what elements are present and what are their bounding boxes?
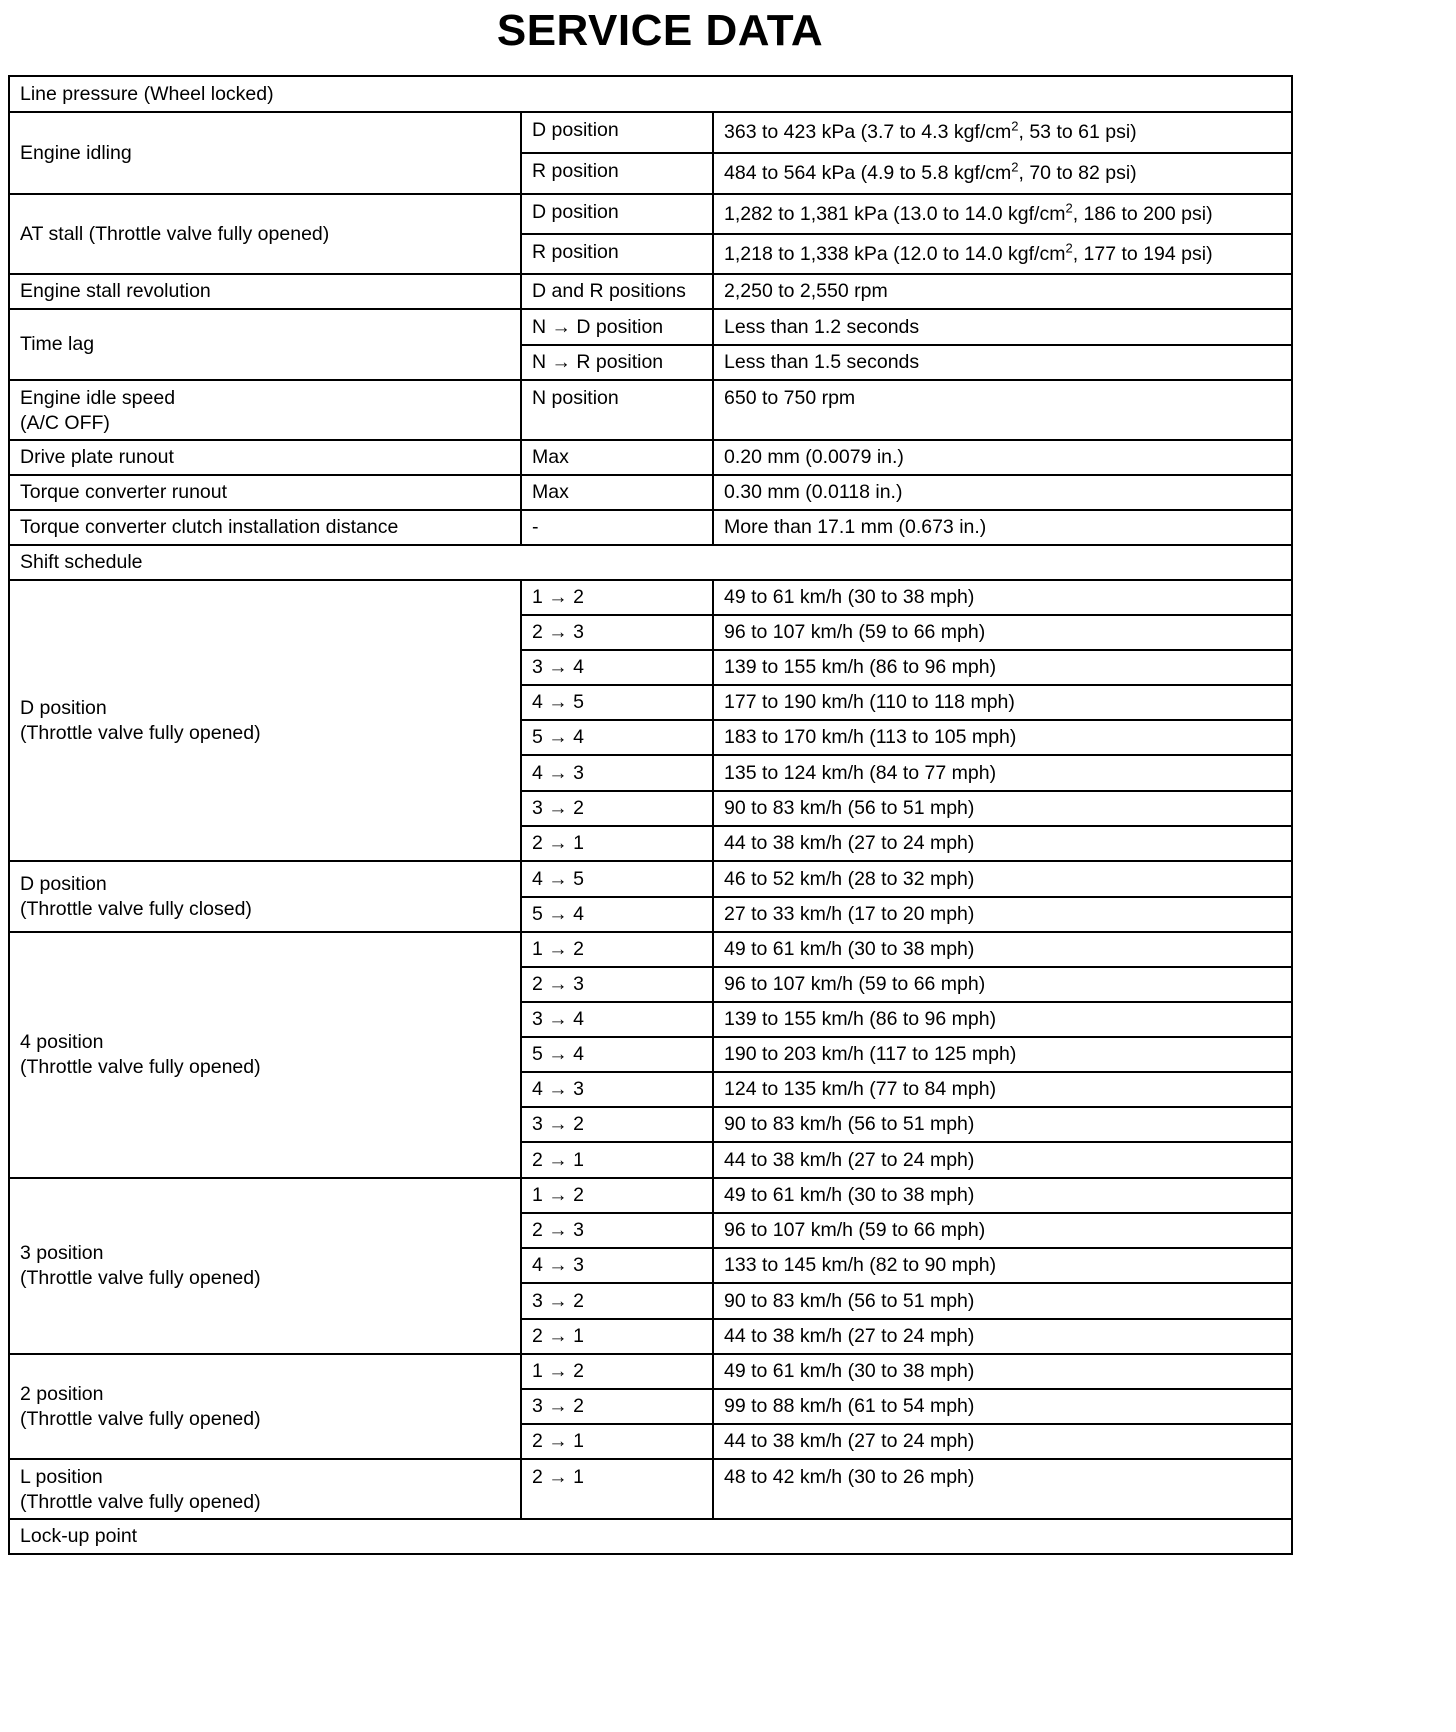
value-cell: 124 to 135 km/h (77 to 84 mph) [713,1072,1292,1107]
shift-cell: 5 → 4 [521,720,713,755]
position-cell: Max [521,475,713,510]
shift-cell: 1 → 2 [521,932,713,967]
table-row [9,1519,1292,1554]
shift-cell: 3 → 2 [521,791,713,826]
value-cell: 99 to 88 km/h (61 to 54 mph) [713,1389,1292,1424]
section-heading: Line pressure (Wheel locked) [9,76,1292,112]
row-label: 2 position (Throttle valve fully opened) [9,1354,521,1459]
position-cell: Max [521,440,713,475]
value-cell: 139 to 155 km/h (86 to 96 mph) [713,650,1292,685]
value-cell: 90 to 83 km/h (56 to 51 mph) [713,1107,1292,1142]
value-cell: 190 to 203 km/h (117 to 125 mph) [713,1037,1292,1072]
shift-cell: 2 → 3 [521,967,713,1002]
row-label: Torque converter clutch installation distance [9,510,521,545]
value-cell: 139 to 155 km/h (86 to 96 mph) [713,1002,1292,1037]
shift-cell: 4 → 5 [521,861,713,897]
row-label: Drive plate runout [9,440,521,475]
value-cell: 90 to 83 km/h (56 to 51 mph) [713,1283,1292,1319]
value-cell: 177 to 190 km/h (110 to 118 mph) [713,685,1292,720]
shift-cell: 3 → 2 [521,1389,713,1424]
row-label: Engine idle speed (A/C OFF) [9,380,521,440]
value-cell: 183 to 170 km/h (113 to 105 mph) [713,720,1292,755]
table-row [9,76,1292,112]
value-cell: 133 to 145 km/h (82 to 90 mph) [713,1248,1292,1283]
position-cell: N position [521,380,713,440]
table-row [9,440,1292,475]
value-cell: 44 to 38 km/h (27 to 24 mph) [713,826,1292,861]
shift-cell: 3 → 2 [521,1107,713,1142]
value-cell: 96 to 107 km/h (59 to 66 mph) [713,1213,1292,1248]
table-row [9,1459,1292,1519]
shift-cell: 4 → 3 [521,755,713,791]
table-row [9,932,1292,967]
service-data-table [8,75,1293,1555]
row-label: Engine stall revolution [9,274,521,309]
shift-cell: 3 → 2 [521,1283,713,1319]
shift-cell: 2 → 3 [521,1213,713,1248]
value-cell: 96 to 107 km/h (59 to 66 mph) [713,967,1292,1002]
shift-cell: 1 → 2 [521,1178,713,1213]
value-cell: 90 to 83 km/h (56 to 51 mph) [713,791,1292,826]
table-row [9,510,1292,545]
table-row [9,475,1292,510]
value-cell: 49 to 61 km/h (30 to 38 mph) [713,580,1292,615]
position-cell: D position [521,194,713,234]
shift-cell: 5 → 4 [521,897,713,932]
position-cell: N → R position [521,345,713,380]
shift-cell: 4 → 3 [521,1248,713,1283]
value-cell: 27 to 33 km/h (17 to 20 mph) [713,897,1292,932]
value-cell: More than 17.1 mm (0.673 in.) [713,510,1292,545]
table-row [9,274,1292,309]
shift-cell: 2 → 1 [521,1424,713,1459]
shift-cell: 2 → 3 [521,615,713,650]
value-cell: 96 to 107 km/h (59 to 66 mph) [713,615,1292,650]
table-row [9,1178,1292,1213]
row-label: 4 position (Throttle valve fully opened) [9,932,521,1178]
table-row [9,309,1292,345]
row-label: AT stall (Throttle valve fully opened) [9,194,521,274]
shift-cell: 4 → 3 [521,1072,713,1107]
row-label: L position (Throttle valve fully opened) [9,1459,521,1519]
row-label: Engine idling [9,112,521,194]
row-label: 3 position (Throttle valve fully opened) [9,1178,521,1354]
value-cell: 49 to 61 km/h (30 to 38 mph) [713,932,1292,967]
row-label: D position (Throttle valve fully closed) [9,861,521,932]
value-cell: 135 to 124 km/h (84 to 77 mph) [713,755,1292,791]
value-cell: 46 to 52 km/h (28 to 32 mph) [713,861,1292,897]
value-cell: 44 to 38 km/h (27 to 24 mph) [713,1424,1292,1459]
table-row [9,580,1292,615]
table-row [9,1354,1292,1389]
shift-cell: 2 → 1 [521,1319,713,1354]
value-cell: 2,250 to 2,550 rpm [713,274,1292,309]
value-cell: 1,218 to 1,338 kPa (12.0 to 14.0 kgf/$cm^2$, 177 to 194 psi) [713,234,1292,274]
value-cell: 484 to 564 kPa (4.9 to 5.8 kgf/$cm^2$, 70 to 82 psi) [713,153,1292,194]
value-cell: Less than 1.5 seconds [713,345,1292,380]
shift-cell: 5 → 4 [521,1037,713,1072]
value-cell: 49 to 61 km/h (30 to 38 mph) [713,1354,1292,1389]
page-title: SERVICE DATA [496,6,824,55]
table-row [9,112,1292,153]
value-cell: 44 to 38 km/h (27 to 24 mph) [713,1142,1292,1178]
row-label: Torque converter runout [9,475,521,510]
table-row [9,380,1292,440]
shift-cell: 2 → 1 [521,1459,713,1519]
position-cell: R position [521,234,713,274]
shift-cell: 3 → 4 [521,650,713,685]
value-cell: 650 to 750 rpm [713,380,1292,440]
table-row [9,194,1292,234]
value-cell: 363 to 423 kPa (3.7 to 4.3 kgf/$cm^2$, 53 to 61 psi) [713,112,1292,153]
position-cell: R position [521,153,713,194]
position-cell: N → D position [521,309,713,345]
value-cell: 1,282 to 1,381 kPa (13.0 to 14.0 kgf/$cm^2$, 186 to 200 psi) [713,194,1292,234]
value-cell: Less than 1.2 seconds [713,309,1292,345]
section-heading: Shift schedule [9,545,1292,580]
section-heading: Lock-up point [9,1519,1292,1554]
table-row [9,861,1292,897]
value-cell: 0.20 mm (0.0079 in.) [713,440,1292,475]
value-cell: 0.30 mm (0.0118 in.) [713,475,1292,510]
value-cell: 44 to 38 km/h (27 to 24 mph) [713,1319,1292,1354]
row-label: D position (Throttle valve fully opened) [9,580,521,861]
row-label: Time lag [9,309,521,380]
shift-cell: 4 → 5 [521,685,713,720]
position-cell: - [521,510,713,545]
position-cell: D and R positions [521,274,713,309]
shift-cell: 1 → 2 [521,580,713,615]
shift-cell: 2 → 1 [521,1142,713,1178]
value-cell: 48 to 42 km/h (30 to 26 mph) [713,1459,1292,1519]
value-cell: 49 to 61 km/h (30 to 38 mph) [713,1178,1292,1213]
table-row [9,545,1292,580]
shift-cell: 1 → 2 [521,1354,713,1389]
position-cell: D position [521,112,713,153]
shift-cell: 3 → 4 [521,1002,713,1037]
shift-cell: 2 → 1 [521,826,713,861]
